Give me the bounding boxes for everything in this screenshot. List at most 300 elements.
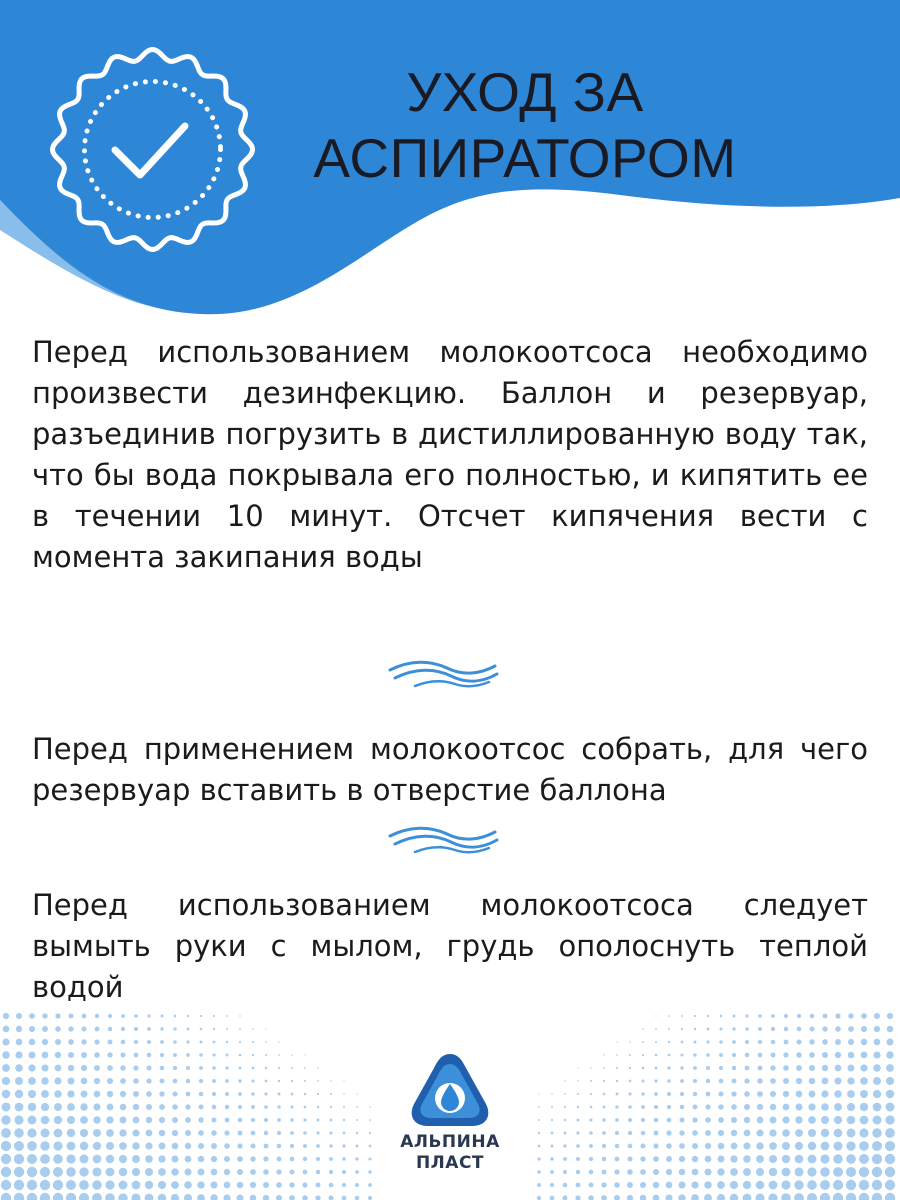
halftone-dot: [213, 1015, 215, 1017]
halftone-dot: [211, 1156, 217, 1162]
halftone-dot: [94, 1091, 101, 1098]
halftone-dot: [758, 1014, 762, 1018]
halftone-dot: [717, 1194, 725, 1200]
halftone-dot: [576, 1144, 580, 1148]
halftone-dot: [107, 1065, 113, 1071]
halftone-dot: [679, 1182, 686, 1189]
halftone-dot: [368, 1157, 371, 1160]
halftone-dot: [238, 1118, 243, 1123]
halftone-dot: [317, 1080, 319, 1082]
halftone-dot: [654, 1092, 658, 1096]
halftone-dot: [2, 1038, 9, 1045]
halftone-dot: [303, 1131, 307, 1135]
halftone-dot: [94, 1065, 100, 1071]
halftone-dot: [265, 1067, 267, 1069]
halftone-dot: [537, 1170, 541, 1174]
halftone-dot: [887, 1026, 894, 1033]
halftone-dot: [42, 1013, 47, 1018]
halftone-dot: [1, 1128, 11, 1138]
halftone-dot: [848, 1039, 854, 1045]
halftone-dot: [756, 1194, 765, 1200]
instruction-paragraph-3: Перед использованием молокоотсоса следует вымыть руки с мылом, грудь ополоснуть теплой водой: [32, 888, 868, 1004]
halftone-dot: [224, 1182, 231, 1189]
halftone-dot: [250, 1195, 257, 1200]
halftone-dot: [171, 1181, 179, 1189]
halftone-dot: [278, 1093, 281, 1096]
halftone-dot: [640, 1156, 645, 1161]
halftone-dot: [834, 1077, 841, 1084]
halftone-dot: [174, 1015, 177, 1018]
halftone-dot: [691, 1194, 699, 1200]
halftone-dot: [211, 1169, 218, 1176]
halftone-dot: [809, 1065, 815, 1071]
halftone-dot: [577, 1080, 579, 1082]
halftone-dot: [16, 1026, 22, 1032]
halftone-dot: [846, 1180, 856, 1190]
halftone-dot: [120, 1078, 126, 1084]
halftone-dot: [833, 1154, 842, 1163]
halftone-dot: [184, 1194, 192, 1200]
halftone-dot: [730, 1181, 738, 1189]
halftone-dot: [276, 1195, 282, 1200]
halftone-dot: [82, 1014, 87, 1019]
halftone-dot: [821, 1090, 828, 1097]
halftone-dot: [316, 1183, 321, 1188]
halftone-dot: [704, 1194, 712, 1200]
halftone-dot: [329, 1144, 332, 1147]
halftone-dot: [355, 1196, 359, 1200]
halftone-dot: [302, 1195, 308, 1200]
halftone-dot: [28, 1090, 36, 1098]
halftone-dot: [315, 1195, 320, 1200]
halftone-dot: [40, 1141, 49, 1150]
halftone-dot: [731, 1117, 737, 1123]
halftone-dot: [211, 1117, 216, 1122]
halftone-dot: [342, 1196, 347, 1200]
halftone-dot: [642, 1041, 644, 1043]
halftone-dot: [41, 1129, 50, 1138]
halftone-dot: [146, 1117, 152, 1123]
halftone-dot: [628, 1131, 632, 1135]
halftone-dot: [861, 1013, 867, 1019]
halftone-dot: [615, 1118, 619, 1122]
halftone-dot: [42, 1026, 48, 1032]
halftone-dot: [538, 1093, 539, 1094]
halftone-dot: [551, 1093, 553, 1095]
halftone-dot: [199, 1040, 202, 1043]
halftone-dot: [356, 1132, 359, 1135]
halftone-dot: [172, 1117, 178, 1123]
halftone-dot: [81, 1039, 86, 1044]
halftone-dot: [120, 1117, 127, 1124]
halftone-dot: [172, 1091, 177, 1096]
halftone-dot: [707, 1015, 709, 1017]
halftone-dot: [54, 1116, 62, 1124]
halftone-dot: [289, 1182, 294, 1187]
halftone-dot: [745, 1014, 748, 1017]
halftone-dot: [2, 1077, 10, 1085]
halftone-dot: [172, 1143, 179, 1150]
halftone-dot: [237, 1195, 244, 1200]
halftone-dot: [16, 1013, 22, 1019]
halftone-dot: [277, 1131, 281, 1135]
halftone-dot: [316, 1157, 320, 1161]
halftone-dot: [171, 1194, 179, 1200]
halftone-dot: [302, 1182, 307, 1187]
halftone-dot: [848, 1065, 855, 1072]
halftone-dot: [2, 1090, 11, 1099]
halftone-dot: [291, 1054, 293, 1056]
halftone-dot: [158, 1168, 166, 1176]
halftone-dot: [212, 1092, 216, 1096]
halftone-dot: [873, 1064, 881, 1072]
halftone-dot: [186, 1040, 189, 1043]
halftone-dot: [28, 1103, 37, 1112]
halftone-dot: [316, 1131, 319, 1134]
halftone-dot: [886, 1090, 895, 1099]
halftone-dot: [629, 1080, 632, 1083]
halftone-dot: [145, 1181, 153, 1189]
halftone-dot: [744, 1104, 750, 1110]
halftone-dot: [588, 1182, 593, 1187]
halftone-dot: [67, 1103, 75, 1111]
halftone-dot: [304, 1054, 305, 1055]
halftone-dot: [29, 1039, 36, 1046]
halftone-dot: [224, 1143, 230, 1149]
halftone-dot: [603, 1067, 605, 1069]
halftone-dot: [133, 1117, 140, 1124]
halftone-dot: [41, 1064, 48, 1071]
halftone-dot: [576, 1183, 581, 1188]
halftone-dot: [224, 1130, 229, 1135]
halftone-dot: [106, 1168, 115, 1177]
halftone-dot: [160, 1040, 164, 1044]
halftone-dot: [589, 1144, 593, 1148]
halftone-dot: [653, 1156, 659, 1162]
halftone-dot: [537, 1183, 541, 1187]
halftone-dot: [158, 1181, 166, 1189]
halftone-dot: [681, 1028, 683, 1030]
halftone-dot: [667, 1066, 670, 1069]
halftone-dot: [277, 1144, 282, 1149]
halftone-dot: [225, 1105, 229, 1109]
halftone-dot: [81, 1026, 86, 1031]
halftone-dot: [290, 1144, 294, 1148]
halftone-dot: [27, 1193, 37, 1200]
halftone-dot: [291, 1067, 293, 1069]
halftone-dot: [147, 1040, 151, 1044]
halftone-dot: [172, 1130, 178, 1136]
halftone-dot: [769, 1129, 776, 1136]
halftone-dot: [265, 1080, 268, 1083]
halftone-dot: [356, 1145, 359, 1148]
halftone-dot: [68, 1026, 73, 1031]
halftone-dot: [343, 1119, 345, 1121]
halftone-dot: [885, 1141, 895, 1151]
halftone-dot: [210, 1194, 217, 1200]
halftone-dot: [668, 1041, 670, 1043]
halftone-dot: [744, 1078, 749, 1083]
halftone-dot: [603, 1106, 606, 1109]
halftone-dot: [576, 1131, 579, 1134]
halftone-dot: [29, 1026, 35, 1032]
halftone-dot: [15, 1064, 23, 1072]
halftone-dot: [226, 1041, 228, 1043]
halftone-dot: [145, 1168, 153, 1176]
halftone-dot: [343, 1080, 344, 1081]
halftone-dot: [589, 1157, 593, 1161]
halftone-dot: [641, 1105, 645, 1109]
halftone-dot: [67, 1142, 76, 1151]
halftone-dot: [28, 1064, 35, 1071]
halftone-dot: [80, 1116, 88, 1124]
halftone-dot: [732, 1040, 736, 1044]
halftone-dot: [40, 1193, 50, 1200]
halftone-dot: [185, 1130, 191, 1136]
halftone-dot: [66, 1167, 76, 1177]
halftone-dot: [317, 1106, 320, 1109]
halftone-dot: [106, 1142, 114, 1150]
halftone-dot: [226, 1028, 228, 1030]
halftone-dot: [719, 1053, 723, 1057]
halftone-dot: [160, 1027, 163, 1030]
halftone-dot: [54, 1103, 62, 1111]
halftone-dot: [94, 1052, 100, 1058]
halftone-dot: [252, 1054, 254, 1056]
halftone-dot: [679, 1143, 685, 1149]
halftone-dot: [706, 1053, 710, 1057]
halftone-dot: [107, 1104, 114, 1111]
halftone-dot: [640, 1195, 647, 1200]
halftone-dot: [225, 1079, 229, 1083]
halftone-dot: [92, 1180, 102, 1190]
halftone-dot: [224, 1156, 230, 1162]
halftone-dot: [681, 1015, 683, 1017]
halftone-dot: [303, 1157, 307, 1161]
halftone-dot: [316, 1144, 320, 1148]
halftone-dot: [810, 1014, 815, 1019]
halftone-dot: [369, 1106, 370, 1107]
halftone-dot: [120, 1065, 125, 1070]
halftone-dot: [132, 1181, 141, 1190]
halftone-dot: [757, 1065, 762, 1070]
logo-text-line-1: АЛЬПИНА: [400, 1132, 500, 1152]
halftone-dot: [119, 1129, 126, 1136]
halftone-dot: [601, 1195, 607, 1200]
halftone-dot: [822, 1052, 828, 1058]
halftone-dot: [263, 1195, 269, 1200]
halftone-dot: [146, 1091, 152, 1097]
halftone-dot: [237, 1182, 244, 1189]
halftone-dot: [667, 1105, 671, 1109]
halftone-dot: [237, 1143, 242, 1148]
halftone-dot: [53, 1193, 63, 1200]
halftone-dot: [212, 1079, 216, 1083]
halftone-dot: [795, 1103, 802, 1110]
halftone-dot: [590, 1080, 592, 1082]
page-title: [300, 59, 750, 191]
halftone-dot: [730, 1155, 737, 1162]
halftone-dot: [887, 1013, 893, 1019]
halftone-dot: [796, 1039, 801, 1044]
halftone-dot: [653, 1182, 659, 1188]
halftone-dot: [303, 1144, 307, 1148]
halftone-dot: [118, 1193, 127, 1200]
halftone-dot: [14, 1154, 24, 1164]
halftone-dot: [589, 1118, 592, 1121]
halftone-dot: [874, 1013, 880, 1019]
halftone-dot: [199, 1066, 203, 1070]
halftone-dot: [368, 1196, 372, 1200]
halftone-dot: [146, 1130, 153, 1137]
halftone-dot: [356, 1093, 357, 1094]
halftone-dot: [342, 1183, 346, 1187]
halftone-dot: [667, 1079, 671, 1083]
halftone-dot: [872, 1154, 882, 1164]
halftone-dot: [629, 1067, 631, 1069]
halftone-dot: [133, 1104, 139, 1110]
halftone-dot: [147, 1053, 152, 1058]
halftone-dot: [654, 1105, 658, 1109]
halftone-dot: [94, 1039, 99, 1044]
halftone-dot: [93, 1155, 102, 1164]
halftone-dot: [92, 1167, 101, 1176]
halftone-dot: [589, 1170, 594, 1175]
halftone-dot: [563, 1170, 567, 1174]
halftone-dot: [105, 1180, 114, 1189]
halftone-dot: [834, 1103, 842, 1111]
halftone-dot: [577, 1067, 578, 1068]
halftone-dot: [132, 1129, 139, 1136]
halftone-dot: [317, 1067, 318, 1068]
halftone-dot: [769, 1168, 777, 1176]
halftone-dot: [859, 1141, 869, 1151]
halftone-dot: [771, 1014, 775, 1018]
halftone-dot: [835, 1026, 841, 1032]
halftone-dot: [537, 1157, 540, 1160]
halftone-dot: [873, 1077, 881, 1085]
halftone-dot: [679, 1156, 685, 1162]
halftone-dot: [237, 1156, 243, 1162]
halftone-dot: [833, 1180, 843, 1190]
halftone-dot: [756, 1181, 765, 1190]
halftone-dot: [316, 1170, 321, 1175]
halftone-dot: [807, 1180, 817, 1190]
halftone-dot: [873, 1051, 880, 1058]
halftone-dot: [848, 1026, 854, 1032]
halftone-dot: [668, 1028, 670, 1030]
halftone-dot: [80, 1142, 89, 1151]
halftone-dot: [146, 1078, 151, 1083]
halftone-dot: [290, 1157, 295, 1162]
halftone-dot: [694, 1028, 697, 1031]
halftone-dot: [277, 1157, 282, 1162]
halftone-dot: [628, 1092, 631, 1095]
halftone-dot: [252, 1041, 254, 1043]
halftone-dot: [796, 1052, 802, 1058]
halftone-dot: [80, 1129, 88, 1137]
halftone-dot: [769, 1142, 777, 1150]
halftone-dot: [330, 1106, 332, 1108]
halftone-dot: [29, 1013, 35, 1019]
halftone-dot: [758, 1053, 763, 1058]
halftone-dot: [93, 1116, 101, 1124]
halftone-dot: [756, 1155, 764, 1163]
halftone-dot: [265, 1054, 267, 1056]
halftone-dot: [795, 1155, 804, 1164]
halftone-dot: [330, 1080, 332, 1082]
halftone-dot: [276, 1182, 282, 1188]
halftone-dot: [885, 1128, 895, 1138]
halftone-dot: [707, 1028, 710, 1031]
halftone-dot: [885, 1167, 895, 1177]
halftone-dot: [859, 1167, 869, 1177]
halftone-dot: [41, 1103, 49, 1111]
halftone-dot: [860, 1116, 869, 1125]
halftone-dot: [861, 1039, 867, 1045]
halftone-dot: [225, 1118, 230, 1123]
halftone-dot: [668, 1054, 671, 1057]
halftone-dot: [54, 1077, 61, 1084]
halftone-dot: [654, 1118, 658, 1122]
halftone-dot: [590, 1067, 592, 1069]
halftone-dot: [213, 1028, 215, 1030]
halftone-dot: [680, 1053, 683, 1056]
halftone-dot: [782, 1168, 791, 1177]
halftone-dot: [820, 1193, 830, 1200]
halftone-dot: [53, 1141, 62, 1150]
halftone-dot: [107, 1078, 113, 1084]
halftone-dot: [602, 1170, 607, 1175]
halftone-dot: [783, 1104, 790, 1111]
halftone-dot: [40, 1180, 50, 1190]
halftone-dot: [835, 1065, 842, 1072]
halftone-dot: [794, 1167, 803, 1176]
wave-divider-icon: [385, 822, 500, 858]
halftone-dot: [796, 1078, 802, 1084]
halftone-dot: [821, 1142, 830, 1151]
halftone-dot: [79, 1167, 88, 1176]
halftone-dot: [795, 1129, 803, 1137]
halftone-dot: [187, 1015, 190, 1018]
halftone-dot: [132, 1142, 140, 1150]
halftone-dot: [107, 1091, 113, 1097]
halftone-dot: [603, 1080, 605, 1082]
halftone-dot: [821, 1129, 829, 1137]
halftone-dot: [14, 1180, 24, 1190]
halftone-dot: [705, 1104, 710, 1109]
halftone-dot: [224, 1169, 230, 1175]
halftone-dot: [616, 1080, 619, 1083]
halftone-dot: [160, 1079, 165, 1084]
halftone-dot: [614, 1169, 619, 1174]
halftone-dot: [238, 1105, 242, 1109]
halftone-dot: [641, 1118, 645, 1122]
halftone-dot: [627, 1195, 633, 1200]
halftone-dot: [160, 1066, 165, 1071]
halftone-dot: [847, 1129, 856, 1138]
halftone-dot: [641, 1131, 646, 1136]
halftone-dot: [756, 1129, 763, 1136]
halftone-dot: [873, 1103, 882, 1112]
halftone-dot: [368, 1170, 371, 1173]
halftone-dot: [147, 1014, 150, 1017]
halftone-dot: [131, 1193, 140, 1200]
halftone-dot: [3, 1026, 10, 1033]
halftone-dot: [833, 1167, 843, 1177]
halftone-dot: [667, 1118, 672, 1123]
halftone-dot: [265, 1028, 266, 1029]
